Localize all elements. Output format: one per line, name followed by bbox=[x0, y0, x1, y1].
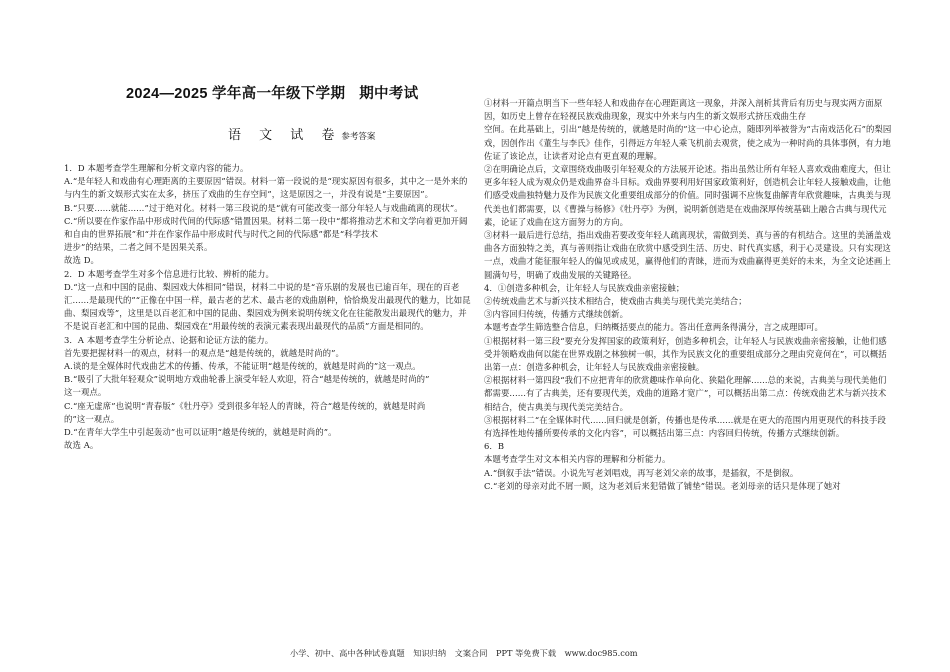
answer-paragraph: A.“倒叙手法”错误。小说先写老刘唱戏，再写老刘父亲的故事，是插叙，不是倒叙。 bbox=[484, 467, 799, 478]
answer-paragraph: ②在明确论点后，文章围绕戏曲吸引年轻观众的方法展开论述。指出虽然让所有年轻人喜欢戏曲难度大，但让更多年轻人成为观众仍是戏曲界奋斗目标。戏曲界要利用好国家政策利好，创造机会让年轻人接触戏曲，让他们感受戏曲独特魅力及作为民族文化重要组成部分的价值。同时强调不应恢复曲解青年欣赏趣味，古典美与现代美也们都需要，以《曹操与杨修》《牡丹亭》为例，说明新创造是在戏曲深厚传统基础上融合古典与现代元素，论证了戏曲在这方面努力的方向。 bbox=[484, 164, 891, 227]
answer-paragraph: ②传统戏曲艺术与新兴技术相结合，使戏曲古典美与现代美完美结合； bbox=[484, 296, 747, 307]
left-column bbox=[64, 162, 474, 452]
answer-paragraph: 空间。在此基础上，引出“越是传统的，就越是时尚的”这一中心论点，随即列举被誉为“古南戏活化石”的梨园戏，因创作出《董生与李氏》佳作，引得远方年轻人乘飞机前去观赏，使之成为一种时尚的具体事例，有力地佐证了该论点，让读者对论点有更直观的理解。 bbox=[484, 124, 892, 161]
answer-paragraph: ③根据材料二“在全媒体时代......回归就是创新，传播也是传承......就是在更大的范围内用更现代的科技手段有选择性地传播所要传承的文化内容”，可以概括出第三点：内容回归传统，传播方式继续创新。 bbox=[484, 414, 886, 439]
answer-paragraph: B.“吸引了大批年轻观众”说明地方戏曲轮番上演受年轻人欢迎，符合“越是传统的，就越是时尚的” bbox=[64, 374, 430, 385]
answer-paragraph: 本题考查学生筛选整合信息，归纳概括要点的能力。答出任意两条得满分，言之成理即可。 bbox=[484, 322, 823, 333]
answer-paragraph: 2．D 本题考查学生对多个信息进行比较、辨析的能力。 bbox=[64, 268, 274, 279]
answer-paragraph: A.“是年轻人和戏曲有心理距离的主要原因”错误。材料一第一段说的是“现实原因有很多，其中之一是外来的与内生的新文娱形式实在太多，挤压了戏曲的生存空间”，这是原因之一，并没有说是“主要原因”。 bbox=[64, 176, 468, 200]
answer-paragraph: 6．B bbox=[484, 441, 505, 452]
exam-title-year: 2024—2025 学年高一年级下学期 bbox=[126, 86, 346, 102]
footer bbox=[290, 648, 644, 659]
footer-link[interactable]: www.doc985.com bbox=[564, 648, 638, 658]
footer-item[interactable]: PPT 等免费下载 bbox=[496, 648, 557, 658]
answer-paragraph: D.“这一点和中国的昆曲、梨园戏大体相同”错误，材料二中说的是“音乐剧的发展也已逾百年，现在的百老汇......是最现代的”“正像在中国一样，最古老的艺术、最古老的戏曲剧种，恰恰焕发出最现代的魅力，比如昆曲、梨园戏等”，这里是以百老汇和中国的昆曲、梨园戏为例来说明传统文化在往能散发出最现代的魅力，并不是说百老汇和中国的昆曲、梨园戏在“用最传统的表演元素表现出最现代的品质”方面是相同的。 bbox=[64, 281, 471, 332]
answer-paragraph: 的”这一观点。 bbox=[64, 413, 120, 424]
answer-paragraph: C.“老刘的母亲对此不屑一顾，这为老刘后来犯错做了铺垫”错误。老刘母亲的话只是体现了她对 bbox=[484, 480, 841, 491]
answer-paragraph: ①材料一开篇点明当下一些年轻人和戏曲存在心理距离这一现象，并深入剖析其背后有历史与现实两方面原因，如历史上曾存在轻视民族戏曲现象，现实中外来与内生的新文娱形式挤压戏曲生存 bbox=[484, 98, 883, 122]
answer-paragraph: 故选 D。 bbox=[64, 255, 100, 266]
footer-item: 小学、初中、高中各种试卷真题 bbox=[290, 648, 405, 658]
answer-paragraph: 3．A 本题考查学生分析论点、论据和论证方法的能力。 bbox=[64, 334, 274, 345]
answer-paragraph: A.谈的是全媒体时代戏曲艺术的传播、传承，不能证明“越是传统的，就越是时尚的”这一观点。 bbox=[64, 361, 421, 372]
exam-title bbox=[126, 82, 418, 103]
right-column bbox=[484, 97, 894, 493]
answer-paragraph: 进步”的结果，二者之间不是因果关系。 bbox=[64, 242, 213, 253]
answer-paragraph: D.“在青年大学生中引起轰动”也可以证明“越是传统的，就越是时尚的”。 bbox=[64, 427, 337, 438]
answer-paragraph: C.“座无虚席”也说明“青春版”《牡丹亭》受到很多年轻人的青睐，符合“越是传统的，就越是时尚 bbox=[64, 400, 426, 411]
answer-paragraph: 1．D 本题考查学生理解和分析文章内容的能力。 bbox=[64, 163, 249, 173]
answer-title-sub: 参考答案 bbox=[341, 132, 376, 142]
answer-paragraph: 本题考查学生对文本相关内容的理解和分析能力。 bbox=[484, 454, 671, 465]
exam-title-term: 期中考试 bbox=[359, 86, 419, 102]
answer-paragraph: 故选 A。 bbox=[64, 440, 99, 451]
answer-title-main: 语 文 试 卷 bbox=[228, 128, 342, 143]
answer-paragraph: 这一观点。 bbox=[64, 387, 107, 398]
answer-paragraph: 首先要把握材料一的观点，材料一的观点是“越是传统的，就越是时尚的”。 bbox=[64, 347, 344, 358]
answer-paragraph: ②根据材料一第四段“我们不应把青年的欣赏趣味作单向化、狭隘化理解......总的来说，古典美与现代美他们都需要......有了古典美，还有要现代美，戏曲的道路才宽广”，可以概括出第二点：传统戏曲艺术与新兴技术相结合，使古典美与现代美完美结合。 bbox=[484, 375, 887, 412]
answer-paragraph: ①根据材料一第三段“要充分发挥国家的政策利好，创造多种机会，让年轻人与民族戏曲亲密接触，让他们感受并领略戏曲何以能在世界戏剧之林独树一帜，其作为民族文化的重要组成部分之理由究竟何在”，可以概括出第一点：创造多种机会，让年轻人与民族戏曲亲密接触。 bbox=[484, 335, 887, 373]
answer-title bbox=[228, 124, 375, 143]
answer-paragraph: B.“只要......就能......”过于绝对化。材料一第三段说的是“就有可能改变一部分年轻人与戏曲疏离的现状”。 bbox=[64, 202, 463, 213]
answer-paragraph: ③内容回归传统，传播方式继续创新。 bbox=[484, 309, 629, 320]
answer-paragraph: ③材料一最后进行总结，指出戏曲若要改变年轻人疏离现状，需做到美、真与善的有机结合。这里的美涵盖戏曲各方面独特之美，真与善则指让戏曲在欣赏中感受到生活、历史、时代真实感，利于心灵建设。只有实现这一点，戏曲才能征服年轻人的偏见或成见，赢得他们的青睐，进而为戏曲赢得更美好的未来，为全文论述画上圆满句号，明确了戏曲发展的关键路径。 bbox=[484, 230, 891, 280]
answer-paragraph: C.“所以要在作家作品中形成时代间的代际感”错置因果。材料二第一段中“都将推动艺术和文学向着更加开阔和自由的世界拓展”和“并在作家作品中形成时代与时代之间的代际感”都是“科学技术 bbox=[64, 215, 468, 240]
answer-paragraph: 4．①创造多种机会，让年轻人与民族戏曲亲密接触； bbox=[484, 282, 685, 293]
footer-item: 文案合同 bbox=[454, 648, 488, 658]
footer-item: 知识归纳 bbox=[413, 648, 447, 658]
